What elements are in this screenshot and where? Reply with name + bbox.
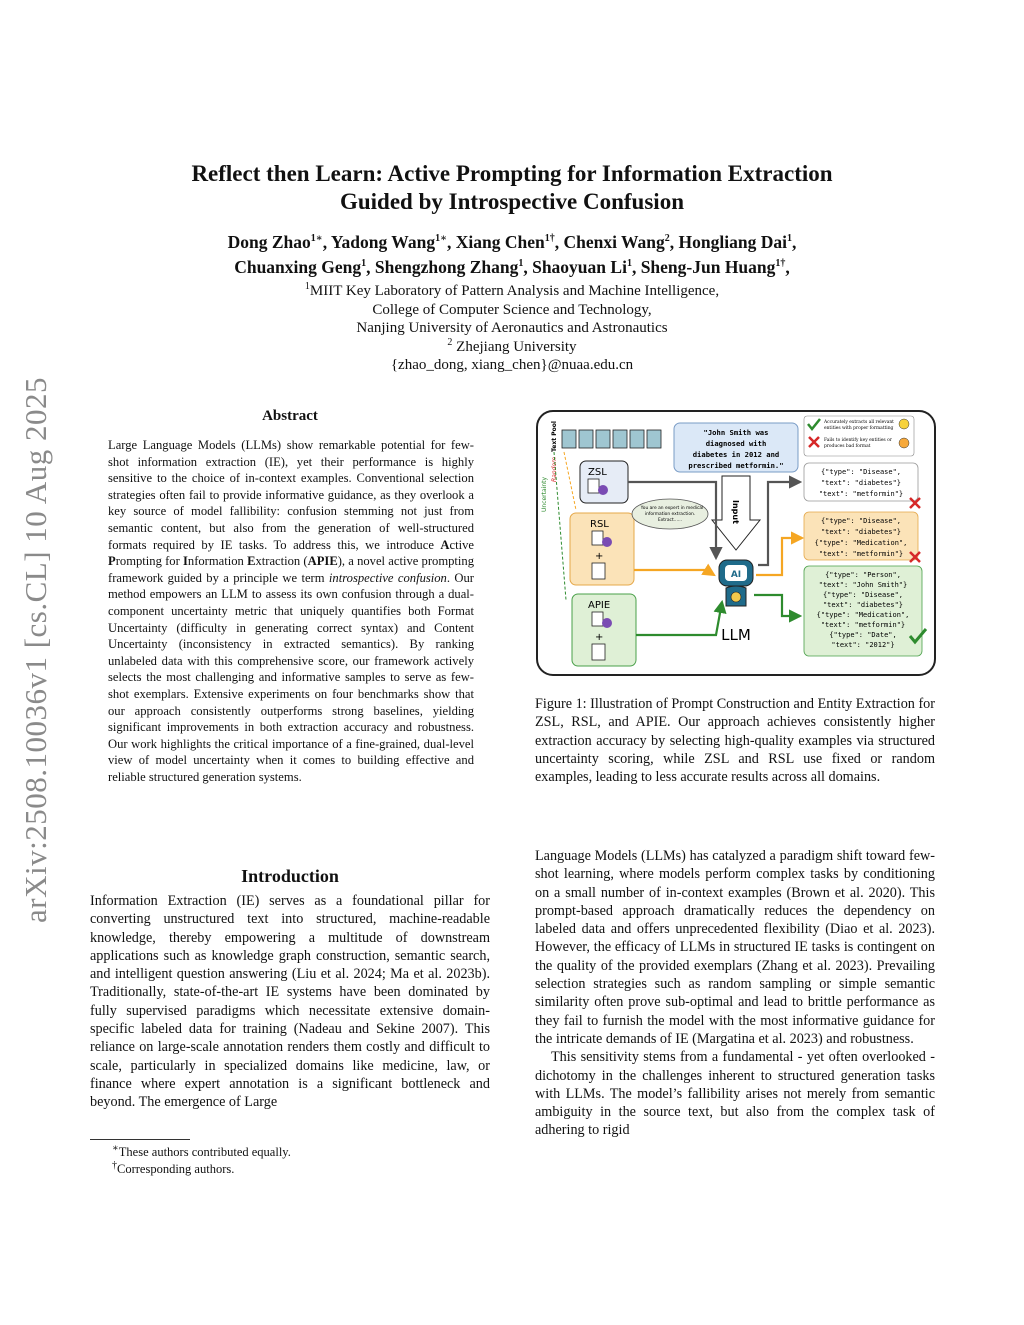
acronym-letter: E — [247, 554, 256, 569]
acronym-letter: I — [182, 554, 188, 569]
input-line: diagnosed with — [705, 439, 767, 448]
rsl-output-line: {"type": "Disease", — [820, 517, 902, 525]
author-name: Shengzhong Zhang — [374, 257, 519, 277]
rsl-output-line: {"type": "Medication", — [814, 539, 908, 547]
apie-output-line: {"type": "Date", — [829, 631, 897, 639]
footnote-mark: † — [112, 1159, 117, 1171]
uncertainty-label: Uncertainty — [541, 476, 548, 512]
author-name: Chuanxing Geng — [234, 257, 362, 277]
affiliations — [150, 282, 874, 375]
apie-output-line: "text": "diabetes"} — [822, 601, 904, 609]
legend-good-line: entities with proper formatting — [824, 426, 894, 431]
author-sup: 1 — [626, 258, 632, 270]
author-name: Chenxi Wang — [563, 232, 665, 252]
introduction-heading: Introduction — [241, 866, 339, 886]
abstract-text: xtraction ( — [255, 554, 308, 569]
paragraph: This sensitivity stems from a fundamental - yet often overlooked - dichotomy in the challenges inherent to structured generation tasks with LLMs. The model’s fallibility arises not merely from semantic ambiguity in the source text, but also from the complex task of adhering to rigid — [535, 1049, 935, 1139]
footnote-text: Corresponding authors. — [117, 1162, 235, 1176]
author-name: Dong Zhao — [227, 232, 311, 252]
zsl-output-line: {"type": "Disease", — [820, 468, 902, 476]
plus-sign: + — [595, 632, 604, 643]
rsl-label: RSL — [590, 519, 609, 530]
apie-output-line: "text": "metformin"} — [820, 621, 906, 629]
plus-sign: + — [595, 551, 604, 562]
abstract-text: Large Language Models (LLMs) show remarkable potential for few-shot information extraction (IE), yet their performance is highly sensitive to the choice of in-context examples. Conventional selection strategies often fail to provide informative guidance, as they overlook a key source of model fallibility: confusion stemming not just from semantic content, but also from the generation of well-structured formats required by IE tasks. To address this, we introduce — [108, 438, 474, 552]
footnote-mark: ∗ — [112, 1142, 119, 1154]
apie-output-line: {"type": "Disease", — [822, 591, 904, 599]
apie-output-line: "text": "2012"} — [831, 641, 895, 649]
affil-line: College of Computer Science and Technology, — [372, 301, 652, 318]
doc-icon — [592, 531, 603, 545]
author-list: Dong Zhao$^{1∗}$, Yadong Wang$^{1∗}$, Xiang Chen$^{1\dagger}$, Chenxi Wang$^2$, Hongliang Dai$^1$, Chuanxing Geng$^1$, Shengzhong Zhang$^1$, Shaoyuan Li$^1$, Sheng-Jun Huang$^{1\dagger}$, — [227, 232, 797, 277]
acronym-letter: A — [440, 537, 450, 552]
input-line: diabetes in 2012 and — [692, 450, 780, 459]
input-line: "John Smith was — [703, 428, 769, 437]
text-pool-label: Text Pool — [551, 421, 558, 452]
abstract-text: rompting for — [115, 554, 183, 569]
input-line: prescribed metformin." — [688, 461, 784, 470]
input-arrow-label: Input — [731, 500, 740, 524]
figure-1 — [536, 410, 936, 678]
intro-right-column — [535, 847, 935, 1140]
apie-label: APIE — [588, 600, 611, 611]
author-sup: 1 — [786, 233, 792, 245]
paper-title — [150, 160, 874, 216]
abstract-text: ), a novel active prompting framework guided by a principle we term — [108, 554, 475, 585]
author-sup: 1∗ — [435, 233, 447, 245]
info-icon — [602, 537, 612, 547]
author-name: Yadong Wang — [330, 232, 436, 252]
title-line: Guided by Introspective Confusion — [339, 189, 684, 214]
zsl-output-line: "text": "metformin"} — [818, 490, 904, 498]
frown-face-icon — [899, 438, 909, 448]
figure-diagram — [536, 410, 936, 678]
arxiv-side-stamp — [6, 330, 66, 970]
affil-line: Zhejiang University — [456, 338, 577, 355]
legend-good-line: Accurately extracts all relevant — [824, 420, 894, 425]
author-sup: 1 — [518, 258, 524, 270]
zsl-output-line: "text": "diabetes"} — [820, 479, 902, 487]
doc-icon — [592, 612, 603, 626]
arxiv-identifier: arXiv:2508.10036v1 [cs.CL] 10 Aug 2025 — [18, 377, 53, 923]
info-icon — [602, 618, 612, 628]
abstract-heading: Abstract — [262, 408, 318, 424]
contact-email: {zhao_dong, xiang_chen}@nuaa.edu.cn — [390, 357, 634, 373]
footnote-text: These authors contributed equally. — [118, 1145, 291, 1159]
author-name: Xiang Chen — [455, 232, 545, 252]
abstract-body — [108, 437, 474, 785]
legend-bad-line: produces bad format — [824, 444, 871, 449]
author-sup: 1∗ — [310, 233, 323, 245]
system-prompt-line: You are an expert in medical — [640, 506, 704, 511]
author-name: Shaoyuan Li — [532, 257, 627, 277]
author-sup: 1 — [361, 258, 367, 270]
ai-label: AI — [730, 570, 742, 580]
apie-output-line: "text": "John Smith"} — [818, 581, 908, 589]
author-sup: 2 — [664, 233, 670, 245]
author-sup: 1† — [775, 258, 786, 270]
random-label: Random — [551, 457, 558, 482]
method-acronym: APIE — [307, 554, 338, 569]
acronym-letter: P — [108, 554, 116, 569]
affil-sup: 2 — [447, 336, 453, 348]
footnotes — [90, 1144, 490, 1178]
intro-left-column: Information Extraction (IE) serves as a foundational pillar for converting unstructured text into structured, machine-readable knowledge, thereby empowering a multitude of downstream applications such as knowledge graph construction, semantic search, and intelligent question answering (Liu et al. 2024; Ma et al. 2023b). Traditionally, state-of-the-art IE systems have been dominated by fully supervised paradigms which necessitate extensive domain-specific labeled data for training (Nadeau and Sekine 2007). This reliance on large-scale annotation renders them costly and difficult to scale, particularly in specialized domains like medicine, law, or finance where expert annotation is a significant bottleneck and beyond. The emergence of Large — [90, 893, 490, 1111]
apie-output-line: {"type": "Person", — [825, 571, 901, 579]
apie-output-line: {"type": "Medication", — [816, 611, 910, 619]
affil-line: Nanjing University of Aeronautics and Astronautics — [356, 320, 668, 336]
doc-icon — [588, 479, 599, 493]
abstract-text: ctive — [449, 537, 474, 552]
llm-label: LLM — [721, 626, 751, 644]
rsl-output-line: "text": "metformin"} — [818, 550, 904, 558]
example-doc-icon — [592, 563, 605, 579]
footnote-rule — [90, 1139, 190, 1140]
abstract-text: nformation — [187, 554, 248, 569]
key-term: introspective confusion — [328, 570, 447, 585]
system-prompt-line: information extraction. — [644, 512, 696, 517]
example-doc-icon — [592, 644, 605, 660]
title-line: Reflect then Learn: Active Prompting for Information Extraction — [191, 161, 833, 186]
paragraph: Language Models (LLMs) has catalyzed a paradigm shift toward few-shot learning, where models perform complex tasks by conditioning on a small number of in-context examples (Brown et al. 2020). This prompt-based approach dramatically reduces the dependency on labeled data and offers unprecedented flexibility (Diao et al. 2023). However, the efficacy of LLMs in structured IE tasks is contingent on the quality of the provided exemplars (Zhang et al. 2023). Prevailing selection strategies such as random sampling or simple semantic similarity often prove sub-optimal and lead to brittle performance as they fail to furnish the model with the most informative guidance for the intricate demands of IE (Margatina et al. 2023) and robustness. — [535, 848, 935, 1047]
info-icon — [598, 485, 608, 495]
author-sup: 1† — [544, 233, 555, 245]
author-name: Hongliang Dai — [678, 232, 787, 252]
affil-line: MIIT Key Laboratory of Pattern Analysis and Machine Intelligence, — [309, 283, 720, 299]
smile-face-icon — [899, 419, 909, 429]
zsl-label: ZSL — [588, 467, 607, 478]
author-name: Sheng-Jun Huang — [640, 257, 776, 277]
figure-caption: Figure 1: Illustration of Prompt Construction and Entity Extraction for ZSL, RSL, and APIE. Our approach achieves consistently higher extraction accuracy by selecting high-quality examples via structured uncertainty scoring, while ZSL and RSL use fixed or random examples, leading to less accurate results across all domains. — [535, 696, 935, 786]
rsl-output-line: "text": "diabetes"} — [820, 528, 902, 536]
legend-bad-line: Fails to identify key entities or — [824, 438, 892, 443]
abstract-text: . Our method empowers an LLM to assess its own confusion through a dual-component uncertainty metric that uniquely quantifies both Format Uncertainty (difficulty in generating correct syntax) and Content Uncertainty (inconsistency in extracted semantics). By ranking unlabeled data with this comprehensive score, our framework actively selects the most challenging and informative samples to serve as few-shot exemplars. Extensive experiments on four benchmarks show that our approach consistently outperforms strong baselines, yielding significant improvements in both extraction accuracy and robustness. Our work highlights the critical importance of a fine-grained, dual-level view of model uncertainty when it comes to building effective and reliable structured generation systems. — [108, 570, 474, 784]
system-prompt-line: Extract...... — [657, 518, 683, 523]
affil-sup: 1 — [304, 281, 310, 292]
